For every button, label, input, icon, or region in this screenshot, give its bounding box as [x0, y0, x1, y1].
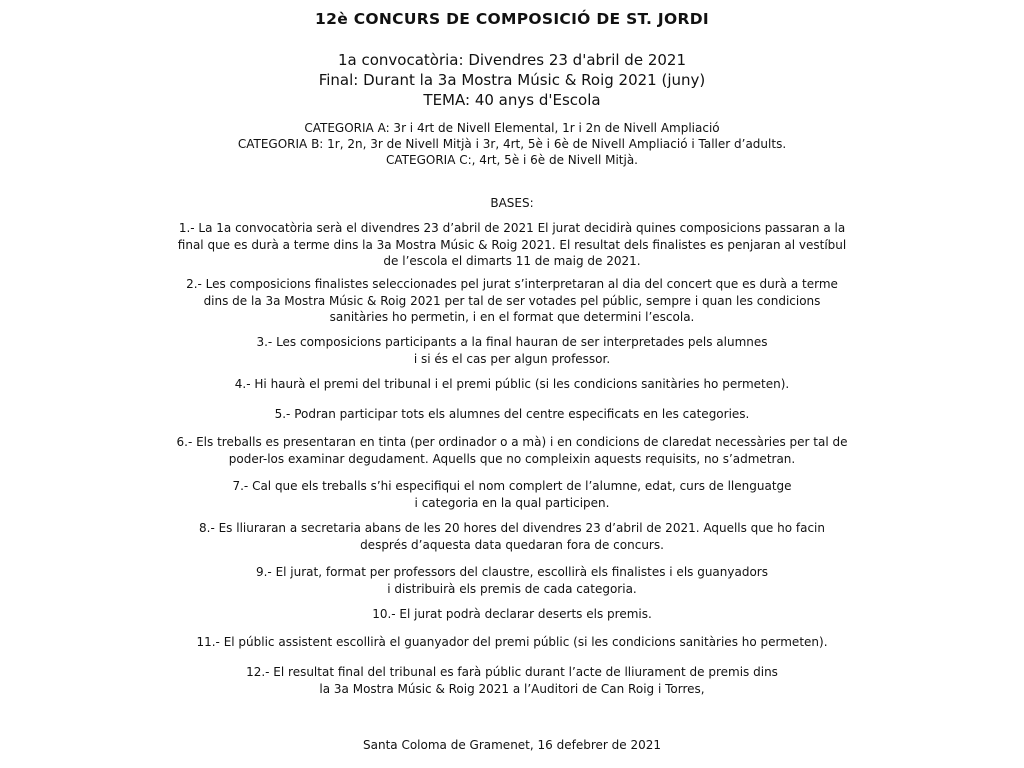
rule-7 [38, 478, 986, 511]
rule-7-line: i categoria en la qual participen. [414, 495, 610, 510]
category-b: CATEGORIA B: 1r, 2n, 3r de Nivell Mitjà i 3r, 4rt, 5è i 6è de Nivell Ampliació i Taller d’adults. [237, 137, 787, 151]
document-title: 12è CONCURS DE COMPOSICIÓ DE ST. JORDI [315, 10, 709, 28]
rule-6-line: 6.- Els treballs es presentaran en tinta (per ordinador o a mà) i en condicions de claredat necessàries per tal de [176, 435, 848, 449]
category-c: CATEGORIA C:, 4rt, 5è i 6è de Nivell Mitjà. [386, 153, 638, 167]
rule-11-line: 11.- El públic assistent escollirà el guanyador del premi públic (si les condicions sanitàries ho permeten). [196, 635, 828, 649]
rule-2-line: dins de la 3a Mostra Músic & Roig 2021 per tal de ser votades pel públic, sempre i quan les condicions [203, 293, 821, 308]
rule-7-line: 7.- Cal que els treballs s’hi especifiqui el nom complert de l’alumne, edat, curs de llenguatge [232, 479, 792, 493]
rule-12-line: la 3a Mostra Músic & Roig 2021 a l’Auditori de Can Roig i Torres, [319, 681, 705, 696]
rule-3-line: 3.- Les composicions participants a la final hauran de ser interpretades pels alumnes [256, 335, 768, 349]
bases-heading: BASES: [490, 196, 534, 210]
rule-8-line: 8.- Es lliuraran a secretaria abans de les 20 hores del divendres 23 d’abril de 2021. Aquells que ho facin [199, 521, 825, 535]
rule-3-line: i si és el cas per algun professor. [413, 351, 611, 366]
rule-3 [38, 334, 986, 367]
rule-1-line: final que es durà a terme dins la 3a Mostra Músic & Roig 2021. El resultat dels finalistes es penjaran al vestíbul [177, 237, 847, 252]
rule-9-line: 9.- El jurat, format per professors del claustre, escollirà els finalistes i els guanyadors [255, 565, 768, 579]
rule-12-line: 12.- El resultat final del tribunal es farà públic durant l’acte de lliurament de premis dins [246, 665, 778, 679]
rule-5-line: 5.- Podran participar tots els alumnes del centre especificats en les categories. [274, 407, 750, 421]
rule-8-line: després d’aquesta data quedaran fora de concurs. [360, 537, 664, 552]
category-a: CATEGORIA A: 3r i 4rt de Nivell Elemental, 1r i 2n de Nivell Ampliació [304, 121, 720, 135]
subtitle-tema: TEMA: 40 anys d'Escola [423, 91, 601, 109]
rule-4-line: 4.- Hi haurà el premi del tribunal i el premi públic (si les condicions sanitàries ho permeten). [234, 377, 790, 391]
signature-place-date: Santa Coloma de Gramenet, 16 defebrer de 2021 [363, 738, 661, 752]
subtitle-convocatoria: 1a convocatòria: Divendres 23 d'abril de 2021 [337, 51, 686, 69]
rule-4 [38, 376, 986, 393]
rule-2-line: sanitàries ho permetin, i en el format que determini l’escola. [329, 310, 695, 324]
rule-1-line: 1.- La 1a convocatòria serà el divendres 23 d’abril de 2021 El jurat decidirà quines composicions passaran a la [178, 221, 846, 235]
rule-9 [38, 564, 986, 597]
rule-1-line: de l’escola el dimarts 11 de maig de 2021. [383, 254, 641, 268]
rule-5 [38, 406, 986, 423]
rule-12 [38, 664, 986, 697]
rule-6 [38, 434, 986, 467]
rule-6-line: poder-los examinar degudament. Aquells que no compleixin aquests requisits, no s’admetran. [228, 451, 796, 466]
rule-9-line: i distribuirà els premis de cada categoria. [387, 581, 637, 596]
rule-8 [38, 520, 986, 553]
rule-11 [38, 634, 986, 651]
rule-2-line: 2.- Les composicions finalistes seleccionades pel jurat s’interpretaran al dia del concert que es durà a terme [186, 277, 838, 291]
rule-10 [38, 606, 986, 623]
rule-1 [38, 220, 986, 270]
rule-10-line: 10.- El jurat podrà declarar deserts els premis. [372, 607, 652, 621]
subtitle-final: Final: Durant la 3a Mostra Músic & Roig 2021 (juny) [318, 71, 706, 89]
rule-2 [38, 276, 986, 326]
